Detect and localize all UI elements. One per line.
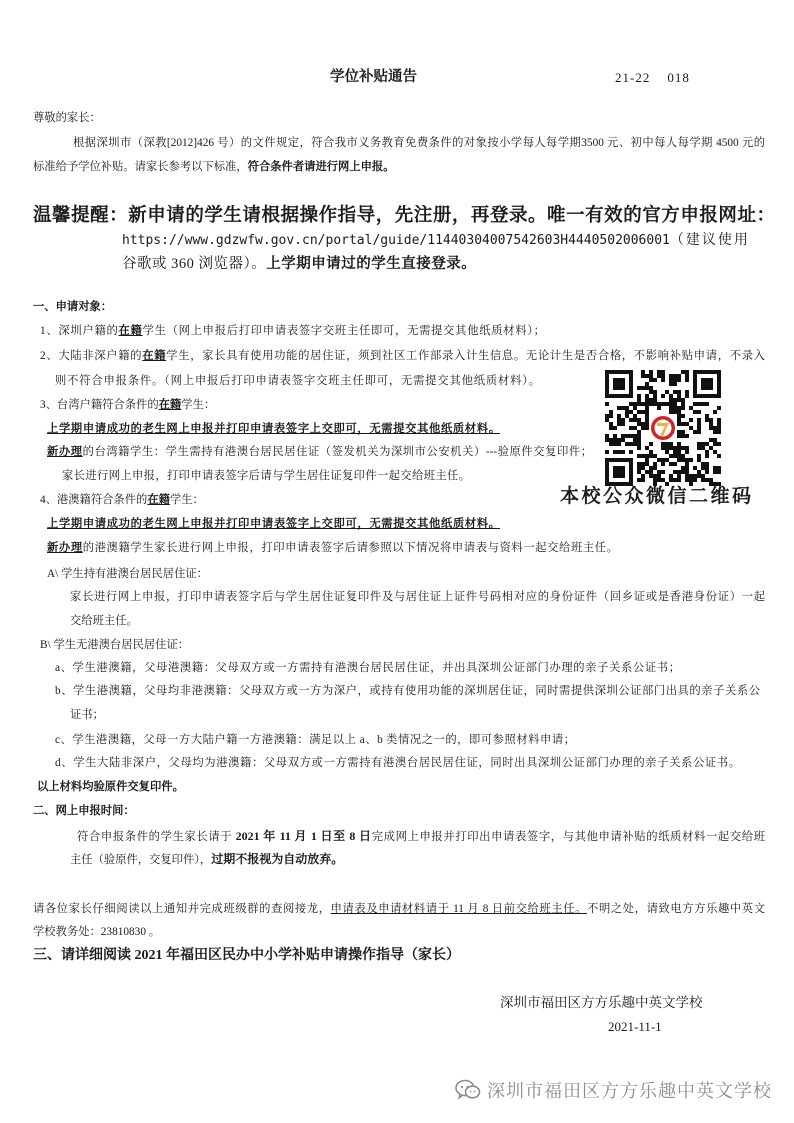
qr-caption: 本校公众微信二维码 <box>560 486 754 507</box>
item-4-new <box>47 540 618 556</box>
section-2-line-1-before: 符合申报条件的学生家长请于 <box>77 831 236 843</box>
document-number: 21-22 018 <box>615 70 690 85</box>
item-4-before: 4、港澳籍符合条件的 <box>40 494 148 506</box>
case-b-heading: B\ 学生无港澳台居民居住证： <box>40 639 190 651</box>
deadline-dates: 2021 年 11 月 1 日至 8 日 <box>235 829 372 843</box>
signature-school: 深圳市福田区方方乐趣中英文学校 <box>500 995 703 1010</box>
closing-line-2: 学校教务处：23810830 。 <box>33 926 161 938</box>
case-b-b-line-2: 证书； <box>70 709 104 721</box>
reminder-url-line <box>122 231 750 249</box>
closing-line-1 <box>33 901 765 917</box>
item-1-before: 1、深圳户籍的 <box>40 325 119 337</box>
item-3-new <box>47 444 592 460</box>
section-3-heading: 三、请详细阅读 2021 年福田区民办中小学补贴申请操作指导（家长） <box>33 948 460 963</box>
case-a-line-2: 交给班主任。 <box>70 615 138 627</box>
case-b-b-line-1: b、学生港澳籍，父母均非港澳籍：父母双方或一方为深户，或持有使用功能的深圳居住证，同时需提供深圳公证部门出具的亲子关系公 <box>55 685 760 697</box>
item-3-after: 学生： <box>181 399 216 411</box>
qr-code-icon <box>605 370 721 486</box>
item-2-before: 2、大陆非深户籍的 <box>40 350 143 362</box>
section-2-line-1-after: 完成网上申报并打印出申请表签字，与其他申请补贴的纸质材料一起交给班 <box>371 831 765 843</box>
item-1-after: 学生（网上申报后打印申请表签字交班主任即可，无需提交其他纸质材料）； <box>142 325 545 337</box>
browser-note: （建议使用 <box>669 233 750 248</box>
item-3-new-after: 的台湾籍学生：学生需持有港澳台居民居住证（签发机关为深圳市公安机关）---验原件交复印件； <box>82 446 592 458</box>
reminder-line-3-text: 谷歌或 360 浏览器）。 <box>122 256 267 272</box>
reminder-line-3 <box>122 255 476 273</box>
item-4 <box>40 492 204 508</box>
closing-line-1-before: 请各位家长仔细阅读以上通知并完成班级群的查阅接龙， <box>33 903 331 915</box>
qr-logo <box>649 414 677 442</box>
item-2-after: 学生，家长具有使用功能的居住证，须到社区工作部录入计生信息。无论计生是否合格，不影响补贴申请，不录入 <box>166 350 765 362</box>
salutation: 尊敬的家长： <box>33 112 101 124</box>
item-4-new-emph: 新办理 <box>47 541 83 554</box>
item-4-new-after: 的港澳籍学生家长进行网上申报，打印申请表签字后请参照以下情况将申请表与资料一起交给班主任。 <box>82 542 618 554</box>
section-2-line-2-text: 主任（验原件，交复印件）， <box>70 854 212 866</box>
item-3-returning: 上学期申请成功的老生网上申报并打印申请表签字上交即可，无需提交其他纸质材料。 <box>47 422 500 435</box>
item-2-line-2: 则不符合申报条件。（网上申报后打印申请表签字交班主任即可，无需提交其他纸质材料）。 <box>55 375 540 387</box>
case-b-c: c、学生港澳籍，父母一方大陆户籍一方港澳籍：满足以上 a、b 类情况之一的，即可参照材料申请； <box>55 734 575 746</box>
item-3 <box>40 397 215 413</box>
item-4-after: 学生： <box>169 494 204 506</box>
watermark <box>455 1077 772 1103</box>
closing-line-1-after: 不明之处，请致电方方乐趣中英文 <box>587 903 765 915</box>
intro-line-1: 根据深圳市（深教[2012]426 号）的文件规定，符合我市义务教育免费条件的对象按小学每人每学期3500 元、初中每人每学期 4500 元的 <box>73 137 765 149</box>
expiry-warning: 过期不报视为自动放弃。 <box>211 852 344 866</box>
item-3-before: 3、台湾户籍符合条件的 <box>40 399 159 411</box>
item-1-emph: 在籍 <box>118 324 143 337</box>
wechat-icon <box>455 1079 481 1101</box>
item-3-emph: 在籍 <box>158 398 182 411</box>
item-2-emph: 在籍 <box>142 349 167 362</box>
materials-note: 以上材料均验原件交复印件。 <box>37 780 184 793</box>
intro-line-2-text: 标准给予学位补贴。请家长参考以下标准， <box>33 161 248 173</box>
item-3-new-line-2: 家长进行网上申报，打印申请表签字后请与学生居住证复印件一起交给班主任。 <box>62 470 470 482</box>
case-b-d: d、学生大陆非深户，父母均为港澳籍：父母双方或一方需持有港澳台居民居住证，同时出具深圳公证部门办理的亲子关系公证书。 <box>55 757 740 769</box>
page-title: 学位补贴通告 <box>330 69 417 85</box>
case-b-a: a、学生港澳籍，父母港澳籍：父母双方或一方需持有港澳台居民居住证，并出具深圳公证部门办理的亲子关系公证书； <box>55 662 680 674</box>
intro-line-2 <box>33 159 395 175</box>
item-2 <box>40 348 765 364</box>
watermark-text: 深圳市福田区方方乐趣中英文学校 <box>487 1081 772 1102</box>
signature-date: 2021-11-1 <box>608 1019 662 1034</box>
item-4-returning: 上学期申请成功的老生网上申报并打印申请表签字上交即可，无需提交其他纸质材料。 <box>47 517 500 530</box>
official-url: https://www.gdzwfw.gov.cn/portal/guide/11440304007542603H4440502006001 <box>122 233 670 248</box>
section-2-line-2 <box>70 851 343 867</box>
case-a-line-1: 家长进行网上申报，打印申请表签字后与学生居住证复印件及与居住证上证件号码相对应的身份证件（回乡证或是香港身份证）一起 <box>70 591 765 603</box>
section-1-heading: 一、申请对象： <box>33 300 113 313</box>
case-a-heading: A\ 学生持有港澳台居民居住证： <box>47 568 208 580</box>
section-2-line-1 <box>77 828 765 844</box>
submission-deadline: 申请表及申请材料请于 11 月 8 日前交给班主任。 <box>330 903 588 915</box>
item-4-emph: 在籍 <box>147 493 170 506</box>
item-1 <box>40 323 545 339</box>
section-2-heading: 二、网上申报时间： <box>33 804 135 817</box>
reminder-heading: 温馨提醒：新申请的学生请根据操作指导，先注册，再登录。唯一有效的官方申报网址： <box>33 205 775 226</box>
item-3-new-emph: 新办理 <box>47 445 83 458</box>
intro-line-2-bold: 符合条件者请进行网上申报。 <box>247 160 395 173</box>
reminder-line-3-bold: 上学期申请过的学生直接登录。 <box>266 256 477 272</box>
